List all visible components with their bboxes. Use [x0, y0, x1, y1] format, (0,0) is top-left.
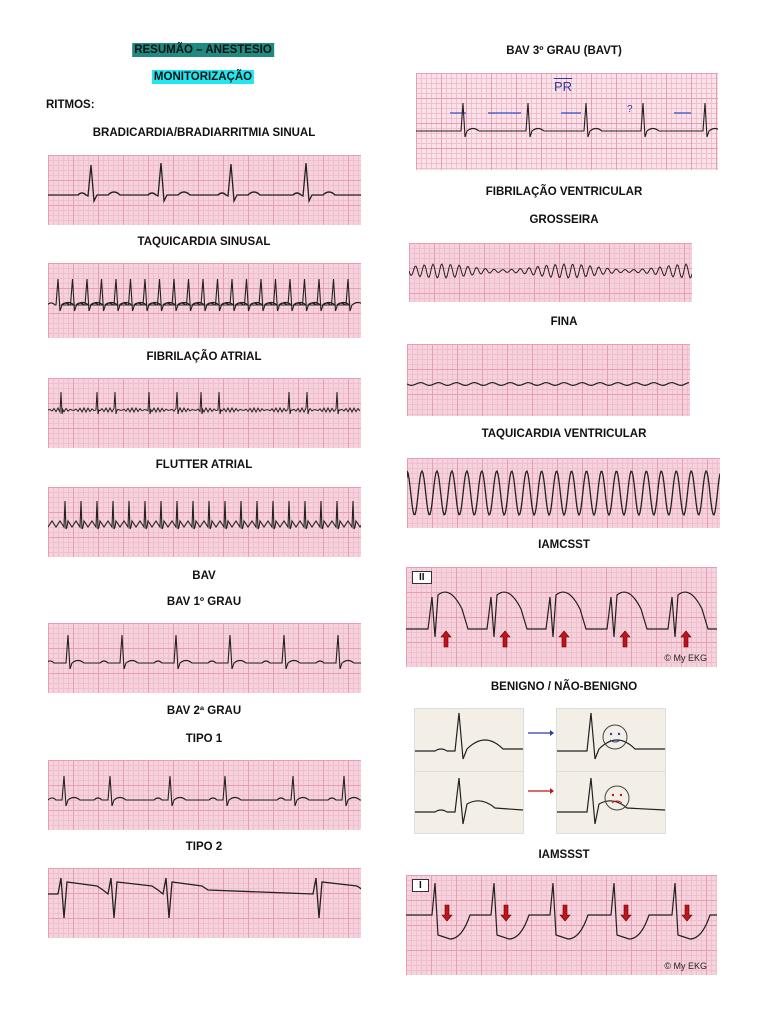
- label-tipo-2: TIPO 2: [185, 841, 223, 853]
- document-title: RESUMÃO – ANESTESIO: [134, 44, 272, 56]
- st-depression-arrow-icon: [560, 905, 570, 921]
- label-bav: BAV: [192, 570, 216, 582]
- label-iamssst: IAMSSST: [538, 849, 590, 861]
- lead-label-ii: II: [412, 571, 432, 584]
- label-grosseira: GROSSEIRA: [529, 214, 599, 226]
- watermark: © My EKG: [664, 961, 707, 971]
- label-fibrilacao-atrial: FIBRILAÇÃO ATRIAL: [146, 351, 262, 363]
- label-tipo-1: TIPO 1: [185, 733, 223, 745]
- label-bav-2-grau: BAV 2ª GRAU: [166, 705, 242, 717]
- ecg-strip-taquicardia-sinusal: [48, 263, 361, 338]
- label-taquicardia-ventricular: TAQUICARDIA VENTRICULAR: [481, 428, 647, 440]
- ecg-strip-fv-grosseira: [409, 243, 692, 302]
- label-bav-3-grau: BAV 3º GRAU (BAVT): [506, 45, 622, 57]
- ecg-strip-fibrilacao-atrial: [48, 378, 361, 448]
- ecg-strip-bav-3-grau: [416, 73, 718, 170]
- label-flutter-atrial: FLUTTER ATRIAL: [155, 459, 253, 471]
- benigno-ecg-right: [556, 708, 664, 832]
- ecg-strip-bradicardia: [48, 155, 361, 225]
- label-benigno: BENIGNO / NÃO-BENIGNO: [490, 681, 638, 693]
- label-fibrilacao-ventricular: FIBRILAÇÃO VENTRICULAR: [485, 186, 643, 198]
- section-heading: RITMOS:: [46, 99, 95, 111]
- st-depression-arrow-icon: [621, 905, 631, 921]
- st-depression-arrow-icon: [442, 905, 452, 921]
- document-subtitle: MONITORIZAÇÃO: [153, 71, 253, 83]
- st-elevation-arrow-icon: [500, 631, 510, 647]
- arrow-icons: [526, 725, 554, 795]
- st-elevation-arrow-icon: [559, 631, 569, 647]
- label-bav-1-grau: BAV 1º GRAU: [166, 596, 242, 608]
- question-mark: ?: [627, 104, 633, 115]
- label-bradicardia: BRADICARDIA/BRADIARRITMIA SINUAL: [92, 127, 316, 139]
- st-elevation-arrow-icon: [681, 631, 691, 647]
- ecg-strip-iamssst: [406, 875, 717, 975]
- pr-interval-label: $\overline{PR}$: [554, 79, 573, 94]
- ecg-strip-tipo-1: [48, 760, 361, 830]
- lead-label-i: I: [412, 879, 429, 892]
- st-depression-arrow-icon: [501, 905, 511, 921]
- ecg-strip-taquicardia-ventricular: [407, 458, 720, 528]
- st-depression-arrow-icon: [682, 905, 692, 921]
- ecg-strip-iamcsst: [406, 567, 717, 667]
- st-elevation-arrow-icon: [620, 631, 630, 647]
- label-fina: FINA: [550, 316, 578, 328]
- benigno-ecg-left: [414, 708, 522, 832]
- watermark: © My EKG: [664, 653, 707, 663]
- label-taquicardia-sinusal: TAQUICARDIA SINUSAL: [137, 236, 271, 248]
- ecg-strip-fv-fina: [407, 344, 690, 416]
- label-iamcsst: IAMCSST: [538, 539, 590, 551]
- st-elevation-arrow-icon: [441, 631, 451, 647]
- ecg-strip-tipo-2: [48, 868, 361, 938]
- ecg-strip-flutter-atrial: [48, 487, 361, 557]
- ecg-strip-bav-1-grau: [48, 623, 361, 693]
